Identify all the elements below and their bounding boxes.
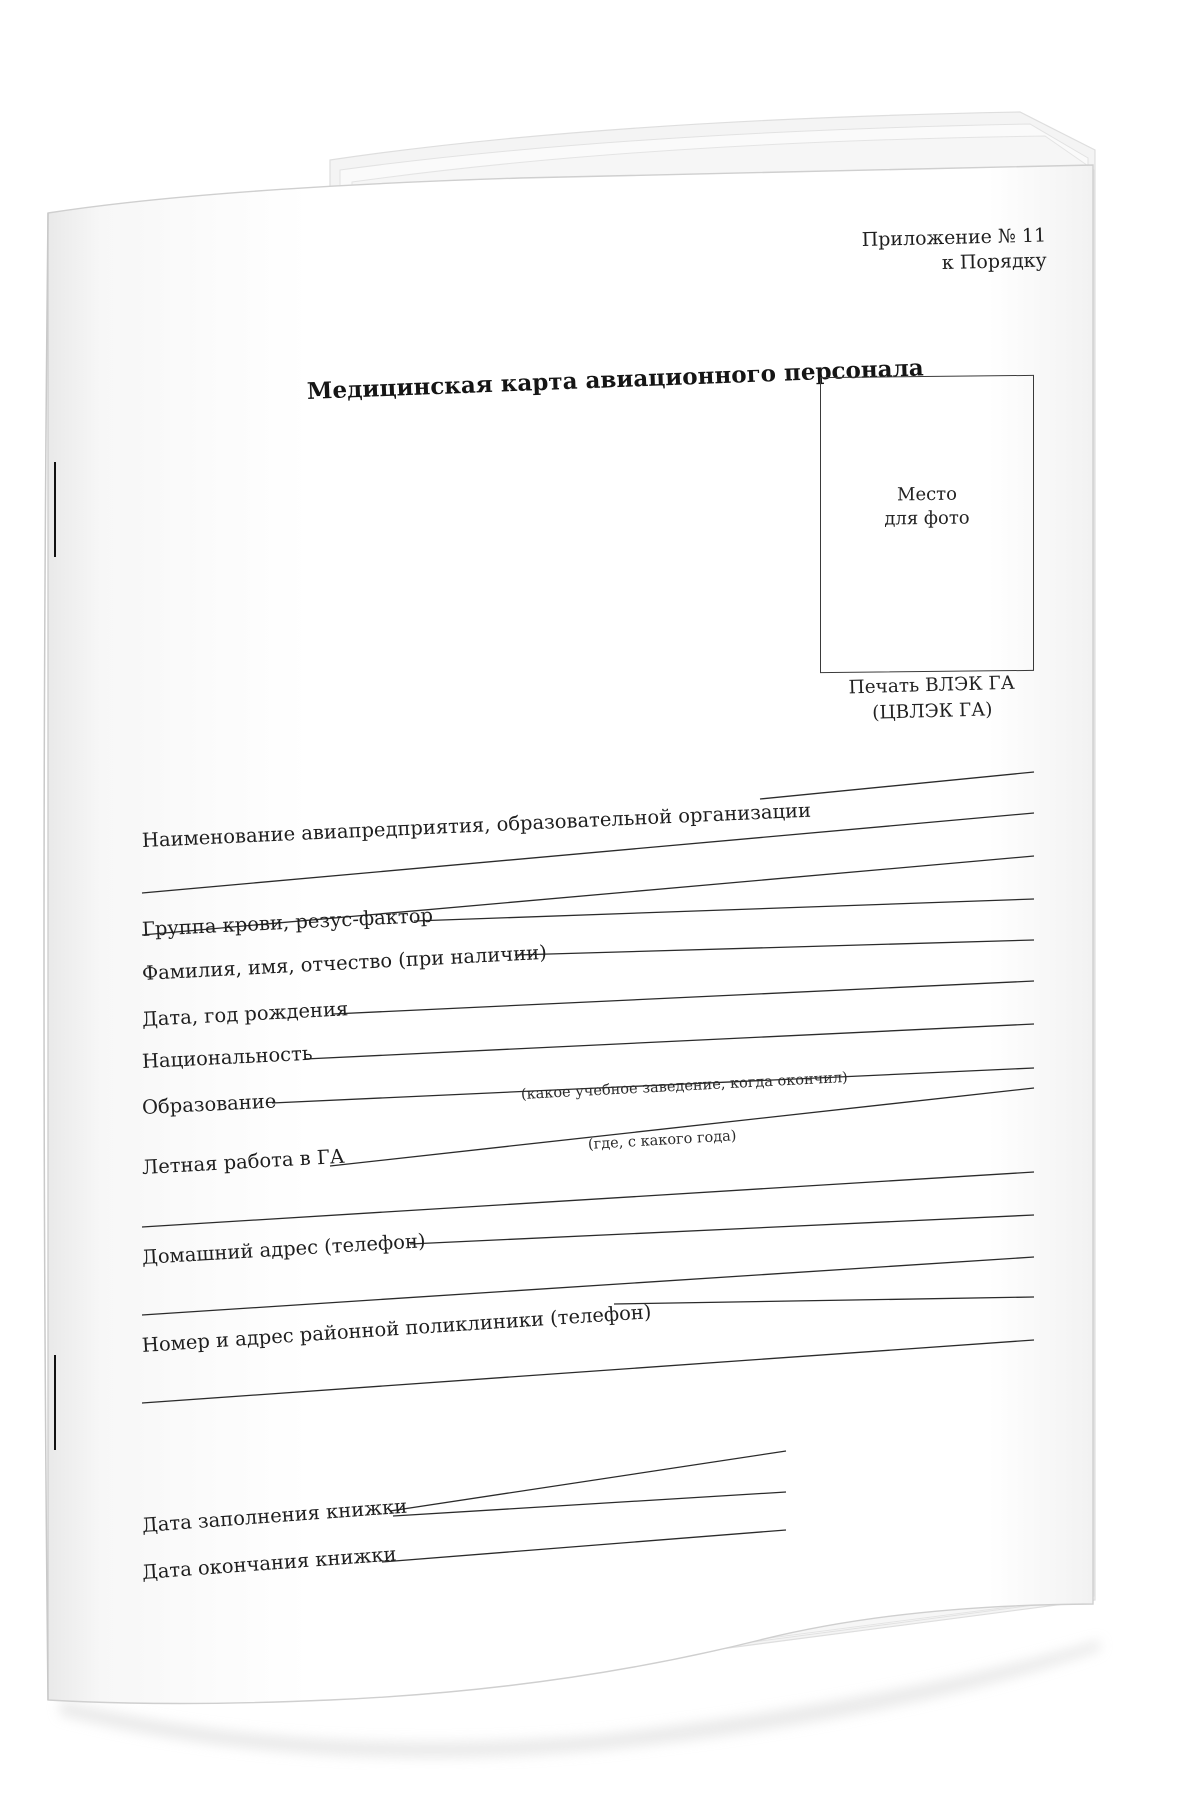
field-label-education: Образование xyxy=(141,1089,277,1119)
line-home-address xyxy=(410,1215,1034,1244)
line-flight-work xyxy=(330,1088,1034,1166)
field-label-clinic: Номер и адрес районной поликлиники (телефон) xyxy=(141,1300,653,1357)
line-home-address-pre xyxy=(142,1172,1034,1227)
field-label-fill-date: Дата заполнения книжки xyxy=(141,1494,408,1537)
line-organization xyxy=(760,772,1034,799)
line-nationality xyxy=(305,1024,1034,1059)
line-fill-date-pre xyxy=(390,1451,786,1511)
photo-label-line2: для фото xyxy=(884,507,970,530)
field-hint-education: (какое учебное заведение, когда окончил) xyxy=(520,1069,849,1103)
line-end-date xyxy=(382,1530,786,1562)
annex-reference: к Порядку xyxy=(941,249,1047,274)
photo-label-line1: Место xyxy=(897,483,957,506)
field-label-flight-work: Летная работа в ГА xyxy=(141,1144,346,1179)
field-label-blood-group: Группа крови, резус-фактор xyxy=(141,903,434,941)
line-clinic-2 xyxy=(142,1340,1034,1403)
seal-caption-line1: Печать ВЛЭК ГА xyxy=(848,672,1015,699)
field-label-home-address: Домашний адрес (телефон) xyxy=(141,1229,427,1269)
line-clinic xyxy=(614,1297,1034,1304)
seal-caption-line2: (ЦВЛЭК ГА) xyxy=(871,699,993,724)
line-birth-date xyxy=(333,981,1034,1014)
field-hint-flight-work: (где, с какого года) xyxy=(587,1128,737,1153)
field-label-end-date: Дата окончания книжки xyxy=(141,1542,398,1584)
field-label-birth-date: Дата, год рождения xyxy=(141,997,349,1031)
line-fill-date xyxy=(393,1492,786,1516)
annex-number: Приложение № 11 xyxy=(861,224,1047,252)
field-label-full-name: Фамилия, имя, отчество (при наличии) xyxy=(141,940,548,985)
field-label-organization: Наименование авиапредприятия, образовательной организации xyxy=(141,798,812,852)
field-label-nationality: Национальность xyxy=(141,1041,313,1073)
document-title: Медицинская карта авиационного персонала xyxy=(306,354,925,405)
line-full-name xyxy=(515,940,1034,955)
